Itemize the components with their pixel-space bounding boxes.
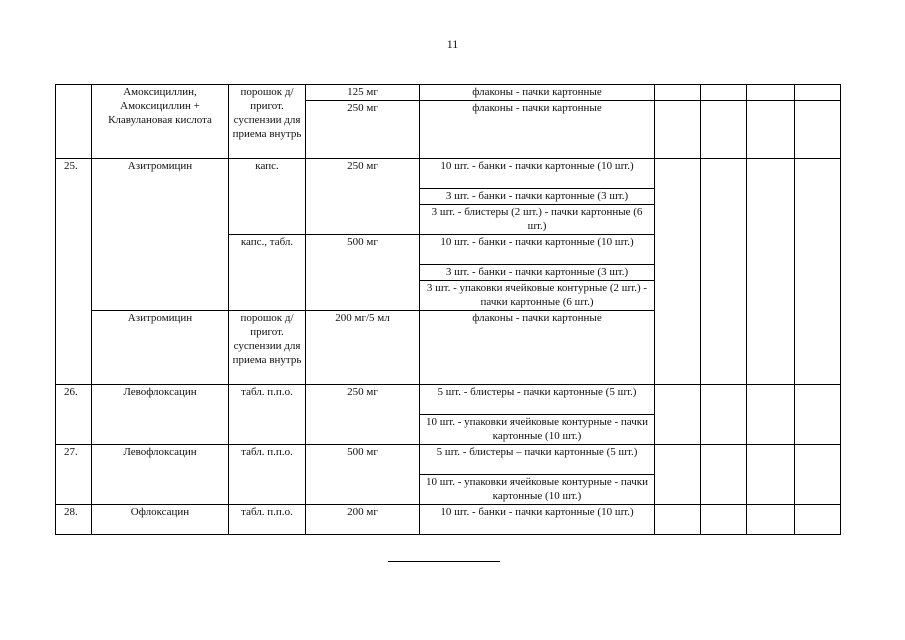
empty-cell xyxy=(655,445,701,505)
packaging-cell: 5 шт. - блистеры - пачки картонные (5 шт.) xyxy=(420,385,655,415)
packaging-cell: 10 шт. - банки - пачки картонные (10 шт.) xyxy=(420,505,655,535)
empty-cell xyxy=(701,445,747,505)
empty-cell xyxy=(655,505,701,535)
table-row xyxy=(56,385,841,415)
packaging-cell: 10 шт. - упаковки ячейковые контурные - пачки картонные (10 шт.) xyxy=(420,415,655,445)
packaging-cell: флаконы - пачки картонные xyxy=(420,85,655,101)
packaging-cell: 3 шт. - банки - пачки картонные (3 шт.) xyxy=(420,265,655,281)
empty-cell xyxy=(747,505,795,535)
empty-cell xyxy=(701,159,747,385)
dosage-form-cell: капс. xyxy=(229,159,306,235)
drug-name-cell: Левофлоксацин xyxy=(92,385,229,445)
packaging-cell: 3 шт. - блистеры (2 шт.) - пачки картонные (6 шт.) xyxy=(420,205,655,235)
empty-cell xyxy=(701,505,747,535)
packaging-cell: 3 шт. - банки - пачки картонные (3 шт.) xyxy=(420,189,655,205)
empty-cell xyxy=(747,445,795,505)
dosage-form-cell: табл. п.п.о. xyxy=(229,445,306,505)
empty-cell xyxy=(747,101,795,159)
empty-cell xyxy=(701,85,747,101)
empty-cell xyxy=(795,159,841,385)
packaging-cell: 10 шт. - банки - пачки картонные (10 шт.) xyxy=(420,235,655,265)
empty-cell xyxy=(655,385,701,445)
drug-name-cell: Амоксициллин, Амоксициллин + Клавулановая кислота xyxy=(92,85,229,159)
dosage-form-cell: табл. п.п.о. xyxy=(229,505,306,535)
empty-cell xyxy=(701,101,747,159)
packaging-cell: флаконы - пачки картонные xyxy=(420,311,655,385)
dosage-form-cell: капс., табл. xyxy=(229,235,306,311)
empty-cell xyxy=(747,159,795,385)
empty-cell xyxy=(701,385,747,445)
empty-cell xyxy=(795,505,841,535)
packaging-cell: 10 шт. - банки - пачки картонные (10 шт.) xyxy=(420,159,655,189)
packaging-cell: 5 шт. - блистеры – пачки картонные (5 шт.) xyxy=(420,445,655,475)
packaging-cell: 10 шт. - упаковки ячейковые контурные - пачки картонные (10 шт.) xyxy=(420,475,655,505)
drug-name-cell: Левофлоксацин xyxy=(92,445,229,505)
empty-cell xyxy=(795,85,841,101)
table-row xyxy=(56,159,841,189)
dose-cell: 250 мг xyxy=(306,159,420,235)
packaging-cell: флаконы - пачки картонные xyxy=(420,101,655,159)
dose-cell: 250 мг xyxy=(306,101,420,159)
drug-name-cell: Азитромицин xyxy=(92,159,229,311)
empty-cell xyxy=(655,101,701,159)
empty-cell xyxy=(655,85,701,101)
empty-cell xyxy=(655,159,701,385)
empty-cell xyxy=(795,385,841,445)
empty-cell xyxy=(795,101,841,159)
row-number-cell: 27. xyxy=(56,445,92,505)
row-number-cell: 25. xyxy=(56,159,92,385)
row-number-cell xyxy=(56,85,92,159)
packaging-cell: 3 шт. - упаковки ячейковые контурные (2 шт.) - пачки картонные (6 шт.) xyxy=(420,281,655,311)
drug-name-cell: Офлоксацин xyxy=(92,505,229,535)
dose-cell: 500 мг xyxy=(306,445,420,505)
dose-cell: 200 мг/5 мл xyxy=(306,311,420,385)
empty-cell xyxy=(747,85,795,101)
table-row xyxy=(56,85,841,101)
dose-cell: 500 мг xyxy=(306,235,420,311)
table-row xyxy=(56,505,841,535)
table-row xyxy=(56,445,841,475)
row-number-cell: 28. xyxy=(56,505,92,535)
drug-table xyxy=(55,84,841,535)
drug-name-cell: Азитромицин xyxy=(92,311,229,385)
dose-cell: 250 мг xyxy=(306,385,420,445)
dosage-form-cell: порошок д/пригот. суспензии для приема внутрь xyxy=(229,85,306,159)
dosage-form-cell: порошок д/пригот. суспензии для приема внутрь xyxy=(229,311,306,385)
empty-cell xyxy=(747,385,795,445)
row-number-cell: 26. xyxy=(56,385,92,445)
dose-cell: 200 мг xyxy=(306,505,420,535)
footnote-separator xyxy=(388,561,500,562)
empty-cell xyxy=(795,445,841,505)
page-number: 11 xyxy=(446,37,459,51)
dose-cell: 125 мг xyxy=(306,85,420,101)
dosage-form-cell: табл. п.п.о. xyxy=(229,385,306,445)
